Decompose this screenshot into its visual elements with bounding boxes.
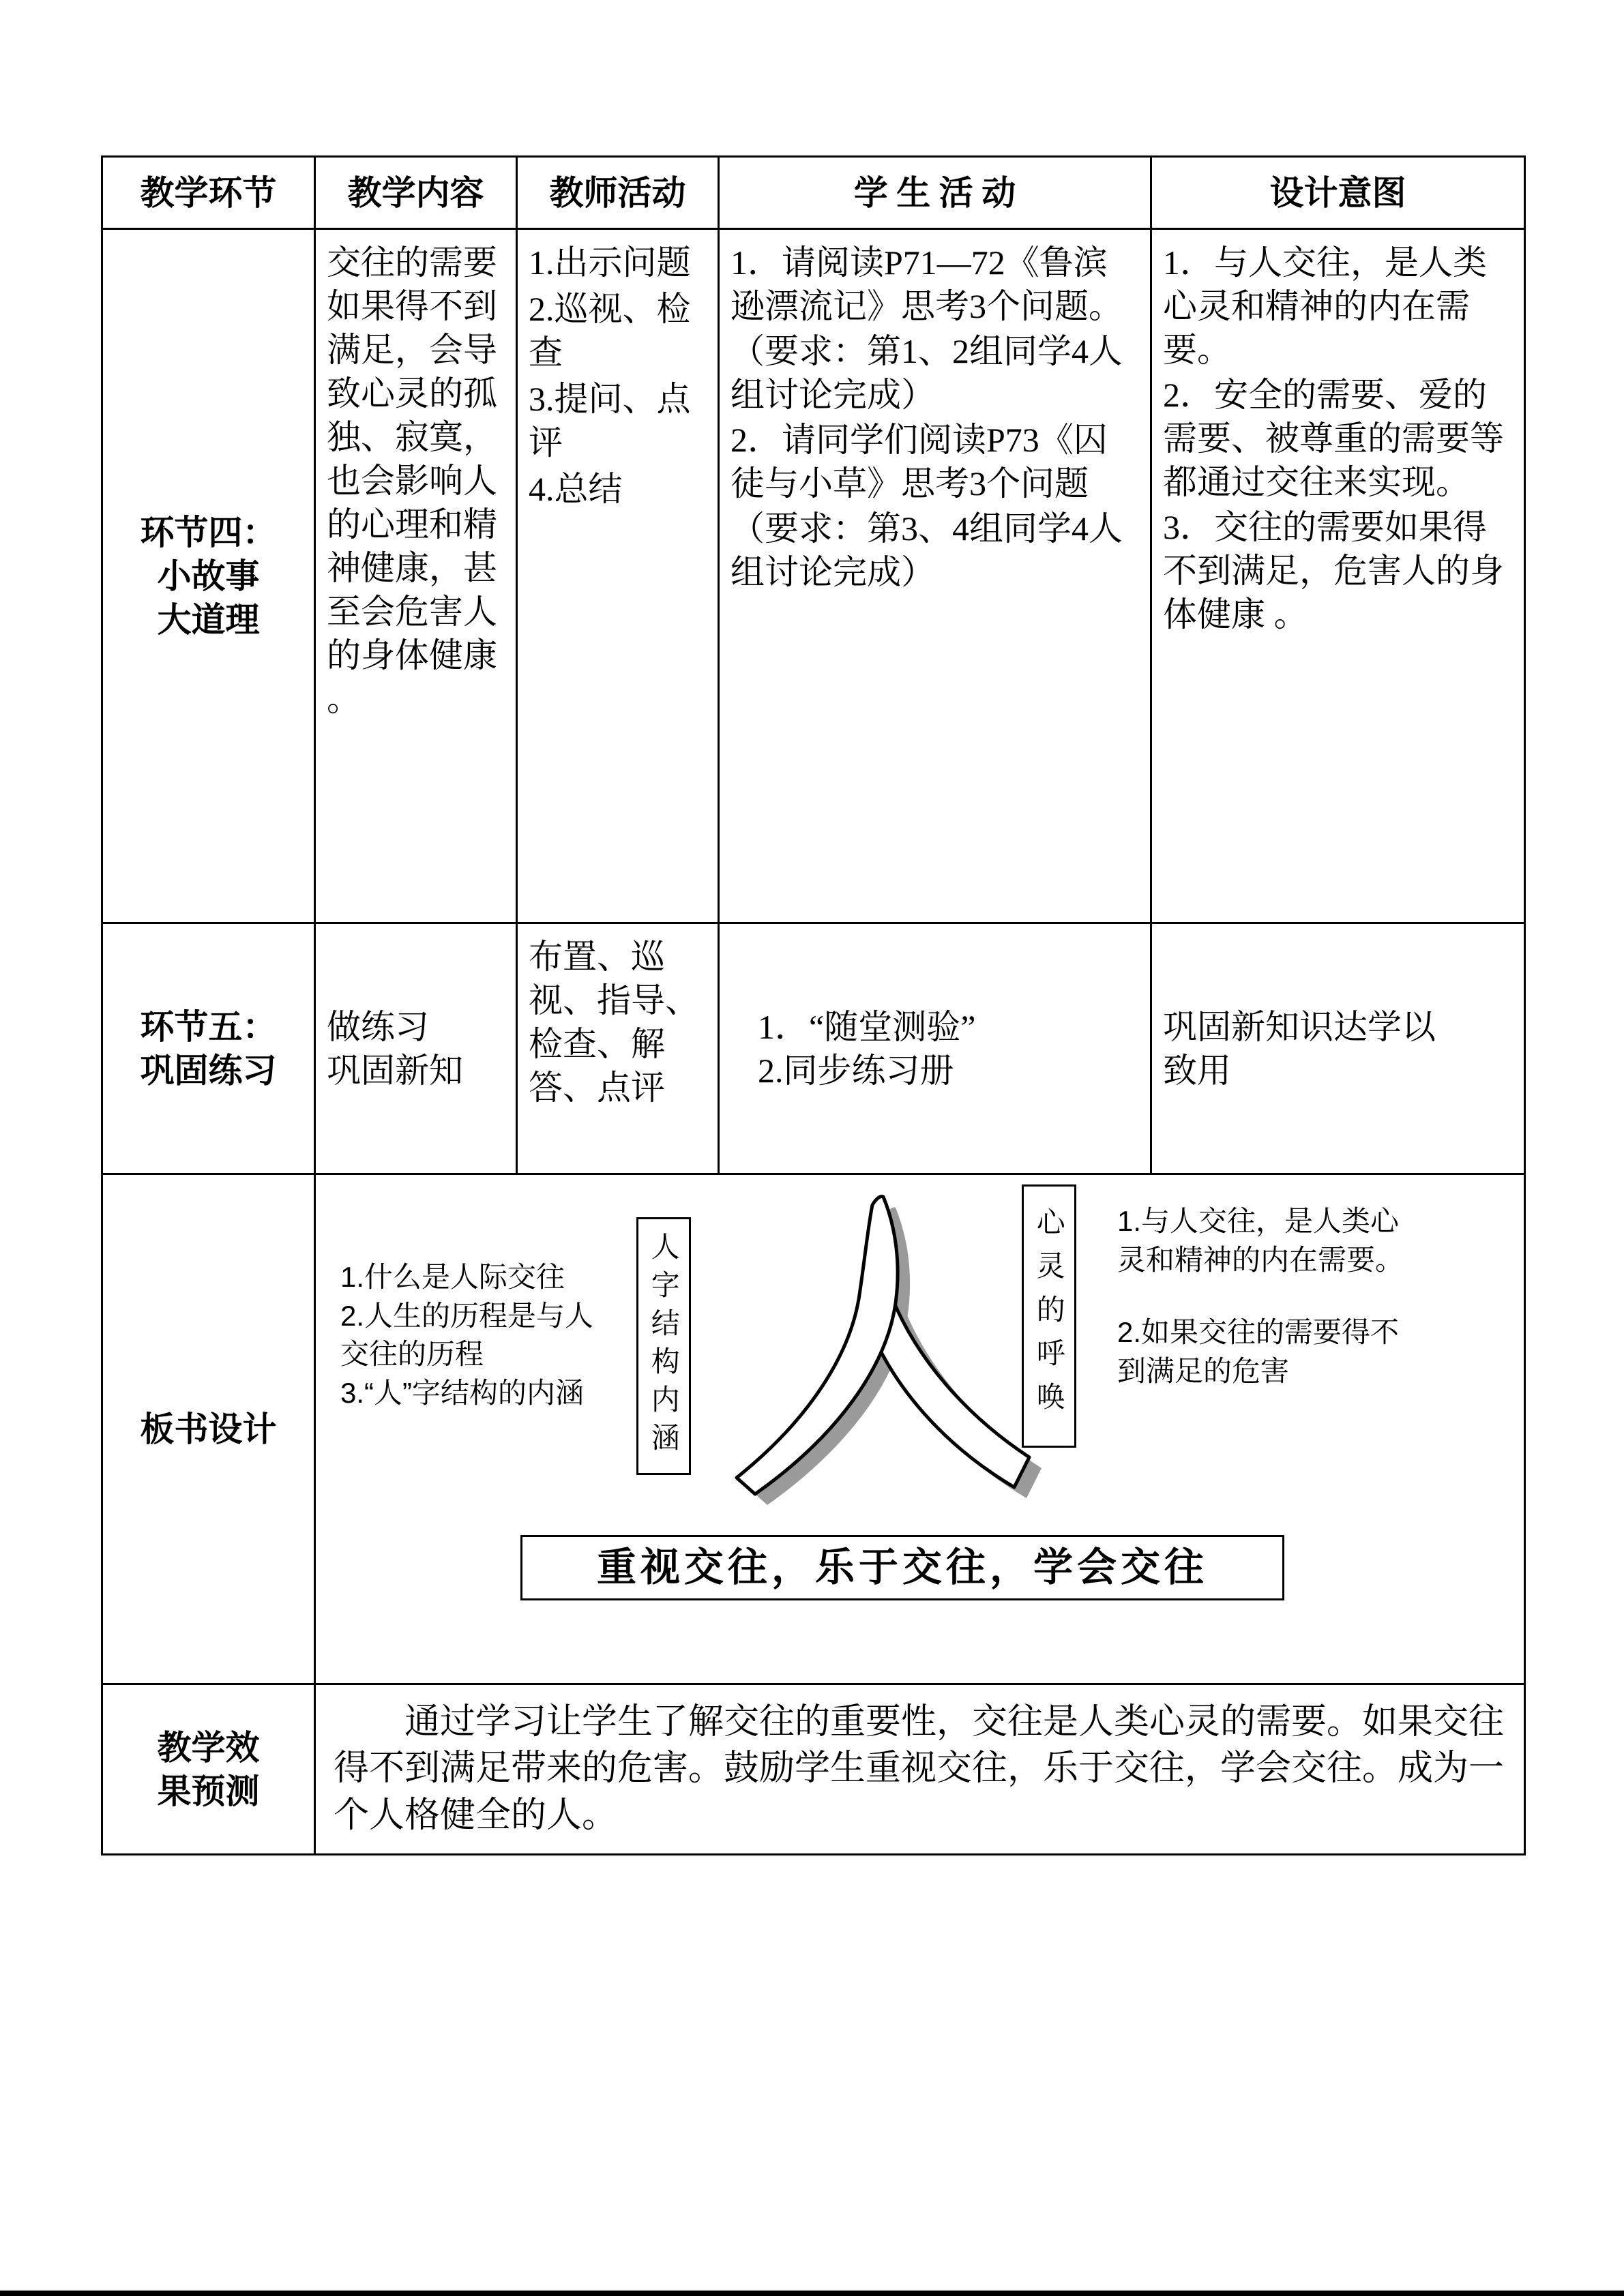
lesson-plan-table: [101, 155, 1526, 1855]
stage-line: 小故事: [157, 556, 260, 595]
header-cell-intent: 设计意图: [1152, 158, 1526, 230]
stage-cell-section4: [103, 230, 316, 924]
teacher-step: 3.提问、点评: [529, 380, 691, 462]
board-right-item: 2.如果交往的需要得不到满足的危害: [1117, 1316, 1400, 1388]
ren-character-strokes: [737, 1197, 1029, 1495]
effect-prediction-cell: [316, 1685, 1526, 1855]
stage-line: 大道理: [157, 600, 260, 639]
page-bottom-edge: [0, 2291, 1624, 2296]
header-cell-stage: 教学环节: [103, 158, 316, 230]
header-cell-content: 教学内容: [316, 158, 518, 230]
teacher-text: 布置、巡视、指导、检查、解答、点评: [529, 938, 699, 1107]
intent-cell-section5: [1152, 924, 1526, 1175]
intent-text: 巩固新知识达学以致用: [1163, 1007, 1436, 1090]
teacher-cell-section5: [518, 924, 720, 1175]
vertical-label-ren-structure: 人字结构内涵: [636, 1217, 691, 1475]
board-right-list: [1117, 1202, 1428, 1391]
student-line: 2.同步练习册: [758, 1051, 954, 1090]
student-line: 1．“随堂测验”: [758, 1007, 976, 1046]
student-line: （要求：第3、4组同学4人组讨论完成）: [730, 509, 1123, 591]
stage-line: 环节四：: [140, 513, 277, 552]
slogan-box: 重视交往，乐于交往，学会交往: [520, 1535, 1284, 1600]
intent-line: 1．与人交往，是人类心灵和精神的内在需要。: [1163, 243, 1487, 369]
board-left-item: 1.什么是人际交往: [340, 1261, 565, 1293]
teacher-step: 2.巡视、检查: [529, 290, 691, 372]
teacher-cell-section4: [518, 230, 720, 924]
header-cell-teacher: 教师活动: [518, 158, 720, 230]
board-left-item: 2.人生的历程是与人交往的历程: [340, 1299, 594, 1371]
stage-cell-section5: [103, 924, 316, 1175]
student-cell-section5: [720, 924, 1152, 1175]
student-line: （要求：第1、2组同学4人组讨论完成）: [730, 332, 1123, 414]
student-cell-section4: [720, 230, 1152, 924]
content-cell-section4: [316, 230, 518, 924]
stage-cell-board: [103, 1175, 316, 1685]
board-left-list: [340, 1258, 608, 1413]
ren-character-figure: [698, 1187, 1052, 1515]
content-cell-section5: [316, 924, 518, 1175]
intent-line: 3．交往的需要如果得不到满足，危害人的身体健康 。: [1163, 508, 1504, 633]
student-line: 2．请同学们阅读P73《囚徒与小草》思考3个问题: [730, 421, 1108, 503]
effect-text: 通过学习让学生了解交往的重要性，交往是人类心灵的需要。如果交往得不到满足带来的危害。鼓励学生重视交往，乐于交往，学会交往。成为一个人格健全的人。: [334, 1702, 1505, 1835]
board-right-item: 1.与人交往，是人类心灵和精神的内在需要。: [1117, 1205, 1404, 1276]
stage-line: 果预测: [157, 1772, 260, 1810]
stage-line: 环节五：: [140, 1007, 277, 1046]
board-design-cell: [316, 1175, 1526, 1685]
intent-cell-section4: [1152, 230, 1526, 924]
board-left-item: 3.“人”字结构的内涵: [340, 1377, 585, 1410]
stage-line: 教学效: [157, 1728, 260, 1767]
stage-line: 板书设计: [140, 1410, 277, 1448]
header-cell-student: 学 生 活 动: [720, 158, 1152, 230]
content-line: 做练习: [327, 1007, 429, 1046]
student-line: 1．请阅读P71—72《鲁滨逊漂流记》思考3个问题。: [730, 243, 1123, 325]
content-text: 交往的需要如果得不到满足，会导致心灵的孤独、寂寞，也会影响人的心理和精神健康，甚至会危害人的身体健康 。: [327, 243, 497, 718]
stage-cell-effect: [103, 1685, 316, 1855]
content-line: 巩固新知: [327, 1051, 463, 1090]
teacher-step: 1.出示问题: [529, 243, 691, 282]
stage-line: 巩固练习: [140, 1051, 277, 1090]
intent-line: 2．安全的需要、爱的需要、被尊重的需要等都通过交往来实现。: [1163, 376, 1504, 501]
teacher-step: 4.总结: [529, 470, 623, 508]
vertical-label-heart-call: 心灵的呼唤: [1022, 1184, 1076, 1448]
